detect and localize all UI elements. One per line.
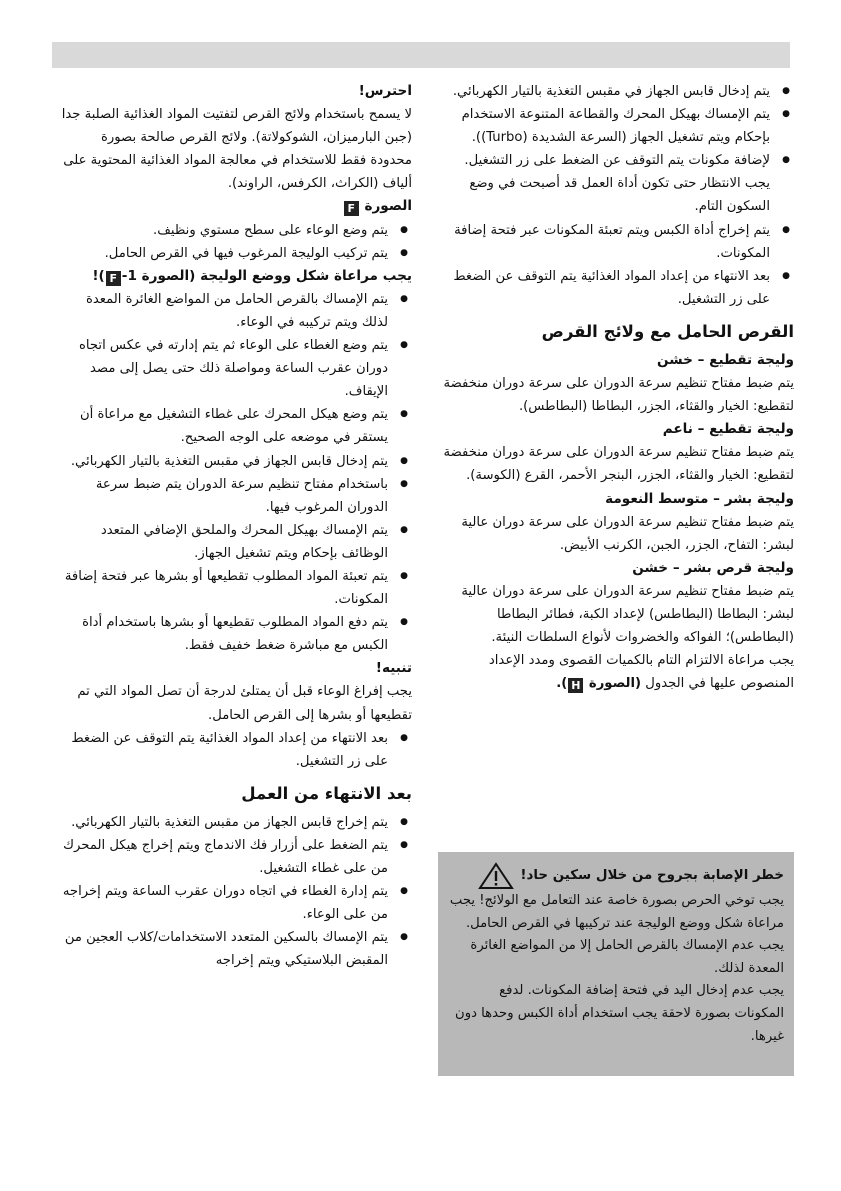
observe-heading bbox=[56, 265, 412, 288]
list-item: ● يتم تركيب الوليجة المرغوب فيها في القرص الحامل. bbox=[56, 242, 412, 265]
list-item: ● يتم إدارة الغطاء في اتجاه دوران عقرب الساعة ويتم إخراجه من على الوعاء. bbox=[56, 880, 412, 926]
list-item: ● يتم الإمساك بهيكل المحرك والملحق الإضافي المتعدد الوظائف بإحكام ويتم تشغيل الجهاز. bbox=[56, 519, 412, 565]
list-item: ● بعد الانتهاء من إعداد المواد الغذائية يتم التوقف عن الضغط على زر التشغيل. bbox=[438, 265, 794, 311]
right-column bbox=[438, 80, 794, 695]
figure-label bbox=[56, 195, 412, 218]
observe-heading-end: )! bbox=[92, 267, 105, 284]
closing-text: يجب مراعاة الالتزام التام بالكميات القصوى ومدد الإعداد المنصوص عليها في الجدول bbox=[488, 653, 794, 692]
insert-text: يتم ضبط مفتاح تنظيم سرعة الدوران على سرعة دوران منخفضة لتقطيع: الخيار والقثاء، الجزر، البنجر الأحمر، القرع (الكوسة). bbox=[443, 445, 794, 484]
insert-title: وليجة تقطيع – خشن bbox=[657, 351, 794, 368]
figure-list bbox=[56, 219, 412, 265]
insert-title: وليجة قرص بشر – خشن bbox=[632, 559, 794, 576]
left-column bbox=[56, 80, 412, 972]
list-item: ● يتم إدخال قابس الجهاز في مقبس التغذية بالتيار الكهربائي. bbox=[56, 450, 412, 473]
figure-f-icon: F bbox=[344, 201, 359, 216]
notice-text: يجب إفراغ الوعاء قبل أن يمتلئ لدرجة أن تصل المواد التي تم تقطيعها أو بشرها إلى القرص الحامل. bbox=[77, 684, 412, 723]
notice-title: تنبيه! bbox=[375, 660, 412, 677]
closing-paragraph bbox=[438, 649, 794, 695]
header-bar bbox=[52, 42, 790, 68]
insert-block bbox=[438, 349, 794, 418]
list-item: ● يتم الإمساك بالقرص الحامل من المواضع الغائرة المعدة لذلك ويتم تركيبه في الوعاء. bbox=[56, 288, 412, 334]
insert-block bbox=[438, 557, 794, 649]
assembly-steps-list bbox=[56, 288, 412, 658]
figure-ref-label: (الصورة bbox=[588, 676, 642, 692]
list-item: ● يتم إخراج قابس الجهاز من مقبس التغذية بالتيار الكهربائي. bbox=[56, 811, 412, 834]
figure-reference bbox=[556, 676, 641, 691]
list-item: ● يتم إخراج أداة الكبس ويتم تعبئة المكونات عبر فتحة إضافة المكونات. bbox=[438, 219, 794, 265]
after-work-heading: بعد الانتهاء من العمل bbox=[241, 783, 412, 803]
list-item: ● يتم وضع الغطاء على الوعاء ثم يتم إدارته في عكس اتجاه دوران عقرب الساعة ومواصلة ذلك حتى يصل إلى مصد الإيقاف. bbox=[56, 334, 412, 403]
warning-box bbox=[438, 852, 794, 1076]
insert-title: وليجة تقطيع – ناعم bbox=[662, 421, 794, 438]
list-item: ● يتم الضغط على أزرار فك الاندماج ويتم إخراج هيكل المحرك من على غطاء التشغيل. bbox=[56, 834, 412, 880]
section-heading-disc: القرص الحامل مع ولائج القرص bbox=[541, 321, 794, 341]
list-item: ● لإضافة مكونات يتم التوقف عن الضغط على زر التشغيل. يجب الانتظار حتى تكون أداة العمل قد أصبحت في وضع السكون التام. bbox=[438, 149, 794, 218]
insert-title: وليجة بشر – متوسط النعومة bbox=[605, 490, 794, 507]
list-item: ● يتم إدخال قابس الجهاز في مقبس التغذية بالتيار الكهربائي. bbox=[438, 80, 794, 103]
list-item: ● يتم وضع الوعاء على سطح مستوي ونظيف. bbox=[56, 219, 412, 242]
insert-block bbox=[438, 418, 794, 487]
caution-text: لا يسمح باستخدام ولائج القرص لتفتيت المواد الغذائية الصلبة جدا (جبن البارميزان، الشوكولاتة). ولائج القرص صالحة بصورة محدودة فقط للاستخدام في معالجة المواد الغذائية المحتوية على ألياف (الكراث، الكرفس، الراوند). bbox=[61, 107, 412, 192]
warning-triangle-icon bbox=[478, 862, 514, 890]
warning-text: يجب توخي الحرص بصورة خاصة عند التعامل مع الولائج! يجب مراعاة شكل ووضع الوليجة عند تركيبها في القرص الحامل. يجب عدم الإمساك بالقرص الحامل إلا من المواضع الغائرة المعدة لذلك. bbox=[449, 893, 784, 976]
list-item: ● يتم تعبئة المواد المطلوب تقطيعها أو بشرها عبر فتحة إضافة المكونات. bbox=[56, 565, 412, 611]
warning-title-row bbox=[446, 862, 784, 890]
list-item: ● يتم الإمساك بالسكين المتعدد الاستخدامات/كلاب العجين من المقبض البلاستيكي ويتم إخراجه bbox=[56, 926, 412, 972]
operation-steps-list bbox=[438, 80, 794, 311]
after-work-list bbox=[56, 811, 412, 973]
list-item: ● باستخدام مفتاح تنظيم سرعة الدوران يتم ضبط سرعة الدوران المرغوب فيها. bbox=[56, 473, 412, 519]
list-item: ● يتم دفع المواد المطلوب تقطيعها أو بشرها باستخدام أداة الكبس مع مباشرة ضغط خفيف فقط. bbox=[56, 611, 412, 657]
figure-label-text: الصورة bbox=[364, 198, 412, 215]
caution-title: احترس! bbox=[358, 83, 412, 99]
figure-ref-end: ). bbox=[556, 676, 568, 692]
warning-title: خطر الإصابة بجروح من خلال سكين حاد! bbox=[520, 867, 784, 883]
list-item: ● بعد الانتهاء من إعداد المواد الغذائية يتم التوقف عن الضغط على زر التشغيل. bbox=[56, 727, 412, 773]
insert-text: يتم ضبط مفتاح تنظيم سرعة الدوران على سرعة دوران عالية لبشر: التفاح، الجزر، الجبن، الكرنب الأبيض. bbox=[461, 514, 794, 553]
insert-text: يتم ضبط مفتاح تنظيم سرعة الدوران على سرعة دوران منخفضة لتقطيع: الخيار والقثاء، الجزر، البطاطا (البطاطس). bbox=[443, 376, 794, 415]
list-item: ● يتم الإمساك بهيكل المحرك والقطاعة المتنوعة الاستخدام بإحكام ويتم تشغيل الجهاز (السرعة الشديدة (Turbo)). bbox=[438, 103, 794, 149]
insert-text: يتم ضبط مفتاح تنظيم سرعة الدوران على سرعة دوران عالية لبشر: البطاطا (البطاطس) لإعداد الكبة، فطائر البطاطا (البطاطس)؛ الفواكه والخضروات لأنواع السلطات النيئة. bbox=[461, 583, 794, 646]
notice-list bbox=[56, 727, 412, 773]
figure-f-icon: F bbox=[106, 271, 121, 286]
insert-block bbox=[438, 488, 794, 557]
figure-h-icon: H bbox=[568, 678, 583, 693]
warning-text: يجب عدم إدخال اليد في فتحة إضافة المكونات. لدفع المكونات بصورة لاحقة يجب استخدام أداة الكبس وحدها دون غيرها. bbox=[455, 983, 784, 1044]
observe-heading-text: يجب مراعاة شكل ووضع الوليجة (الصورة 1- bbox=[121, 267, 412, 284]
list-item: ● يتم وضع هيكل المحرك على غطاء التشغيل مع مراعاة أن يستقر في موضعه على الوجه الصحيح. bbox=[56, 403, 412, 449]
